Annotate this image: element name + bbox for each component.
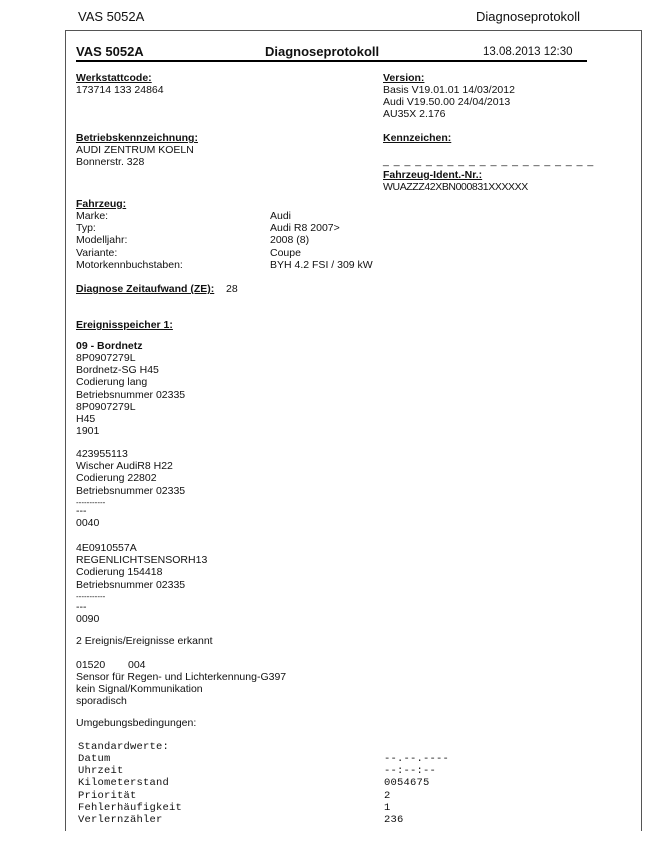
title-underline: [76, 60, 587, 62]
condition-key: Kilometerstand: [78, 777, 170, 790]
vehicle-key: Modelljahr:: [76, 234, 128, 247]
vehicle-key: Typ:: [76, 222, 96, 235]
submodule-separator: -----------: [76, 497, 106, 507]
workshop-label: Werkstattcode:: [76, 72, 152, 84]
condition-key: Datum: [78, 753, 111, 765]
module-line: 8P0907279L: [76, 352, 136, 364]
vehicle-key: Variante:: [76, 246, 118, 259]
condition-keys: [78, 753, 182, 826]
header-device: VAS 5052A: [78, 9, 145, 24]
fault-line: sporadisch: [76, 695, 127, 708]
vehicle-value: Coupe: [270, 246, 301, 259]
submodule-line: Codierung 154418: [76, 566, 163, 579]
submodule-line: Betriebsnummer 02335: [76, 578, 186, 591]
version-block: [383, 84, 515, 121]
diag-time-label: Diagnose Zeitaufwand (ZE):: [76, 283, 215, 295]
submodule-1: [76, 448, 185, 509]
condition-value: 1: [384, 801, 391, 814]
event-store-label: Ereignisspeicher 1:: [76, 319, 173, 331]
condition-value: 236: [384, 814, 404, 827]
vin-value: WUAZZZ42XBN000831XXXXXX: [383, 181, 528, 193]
plate-label: Kennzeichen:: [383, 132, 452, 144]
module-line: 1901: [76, 425, 100, 438]
vehicle-value: Audi R8 2007>: [270, 222, 340, 235]
condition-value: 2: [384, 789, 391, 802]
submodule-separator: -----------: [76, 591, 106, 601]
environment-label: Umgebungsbedingungen:: [76, 717, 197, 729]
submodule-dash: ---: [76, 505, 87, 517]
version-line: Audi V19.50.00 24/04/2013: [383, 96, 511, 109]
header-title: Diagnoseprotokoll: [476, 9, 581, 24]
diag-time-value: 28: [226, 283, 238, 295]
vehicle-value: 2008 (8): [270, 234, 310, 247]
protocol-title: Diagnoseprotokoll: [265, 44, 380, 59]
vehicle-key: Motorkennbuchstaben:: [76, 258, 183, 271]
condition-key: Uhrzeit: [78, 765, 124, 778]
submodule-line: Wischer AudiR8 H22: [76, 460, 173, 473]
module-details: [76, 352, 185, 437]
company-name: AUDI ZENTRUM KOELN: [76, 144, 194, 156]
module-line: Codierung lang: [76, 376, 148, 389]
submodule-code: 0090: [76, 613, 100, 625]
submodule-line: Codierung 22802: [76, 472, 157, 485]
fault-code: 01520: [76, 659, 106, 671]
submodule-code: 0040: [76, 517, 100, 529]
condition-value: --:--:--: [384, 765, 437, 778]
module-title: 09 - Bordnetz: [76, 340, 143, 352]
plate-dashes: _ _ _ _ _ _ _ _ _ _ _ _ _ _ _ _ _ _ _ _: [383, 155, 595, 167]
condition-value: --.--.----: [384, 753, 450, 765]
vehicle-key: Marke:: [76, 210, 109, 222]
submodule-line: 423955113: [76, 448, 128, 460]
module-line: 8P0907279L: [76, 400, 136, 413]
standard-values-heading: Standardwerte:: [78, 741, 170, 753]
module-line: H45: [76, 413, 96, 426]
submodule-line: Betriebsnummer 02335: [76, 484, 186, 497]
vehicle-values: [270, 210, 373, 271]
condition-key: Priorität: [78, 789, 137, 802]
company-label: Betriebskennzeichnung:: [76, 132, 198, 144]
version-label: Version:: [383, 72, 425, 84]
vin-label: Fahrzeug-Ident.-Nr.:: [383, 169, 483, 181]
condition-key: Fehlerhäufigkeit: [78, 801, 183, 814]
vehicle-value: BYH 4.2 FSI / 309 kW: [270, 258, 373, 271]
condition-values: [384, 753, 449, 826]
vehicle-value: Audi: [270, 210, 292, 222]
condition-key: Verlernzähler: [78, 814, 163, 827]
module-line: Bordnetz-SG H45: [76, 364, 159, 377]
fault-number: 004: [128, 659, 146, 671]
submodule-dash: ---: [76, 601, 87, 613]
module-line: Betriebsnummer 02335: [76, 388, 186, 401]
version-line: Basis V19.01.01 14/03/2012: [383, 84, 515, 96]
submodule-line: 4E0910557A: [76, 542, 137, 554]
fault-details: [76, 671, 286, 708]
submodule-line: REGENLICHTSENSORH13: [76, 554, 208, 567]
fault-line: kein Signal/Kommunikation: [76, 683, 203, 696]
submodule-2: [76, 542, 207, 603]
device-title: VAS 5052A: [76, 44, 144, 59]
version-line: AU35X 2.176: [383, 108, 446, 121]
fault-line: Sensor für Regen- und Lichterkennung-G397: [76, 671, 287, 683]
vehicle-label: Fahrzeug:: [76, 198, 127, 210]
event-count: 2 Ereignis/Ereignisse erkannt: [76, 635, 213, 647]
workshop-code: 173714 133 24864: [76, 84, 164, 96]
vehicle-keys: [76, 210, 183, 271]
company-street: Bonnerstr. 328: [76, 156, 145, 168]
protocol-datetime: 13.08.2013 12:30: [483, 46, 573, 58]
condition-value: 0054675: [384, 777, 430, 790]
